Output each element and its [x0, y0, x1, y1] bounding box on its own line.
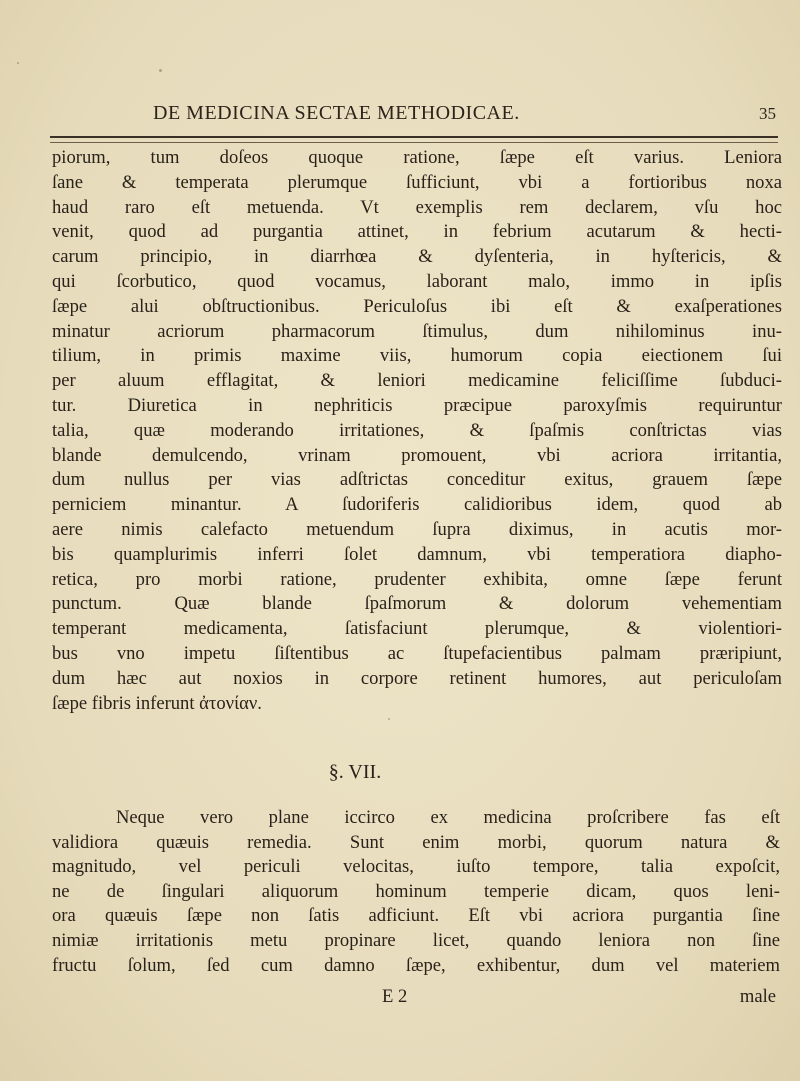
page-number: 35	[759, 104, 776, 123]
text-line: carum principio, in diarrhœa & dyſenteria, in hyſtericis, &	[52, 246, 782, 268]
paper-speck	[159, 69, 162, 72]
text-line: nimiæ irritationis metu propinare licet, quando leniora non ſine	[52, 929, 780, 951]
text-line: retica, pro morbi ratione, prudenter exhibita, omne ſæpe ferunt	[52, 568, 782, 590]
text-line: ora quæuis ſæpe non ſatis adficiunt. Eſt vbi acriora purgantia ſine	[52, 905, 780, 927]
text-line: ſane & temperata plerumque ſufficiunt, vbi a fortioribus noxa	[52, 171, 782, 193]
paragraph-1	[52, 146, 782, 716]
header-rule	[50, 136, 778, 143]
text-line: fructu ſolum, ſed cum damno ſæpe, exhibentur, dum vel materiem	[52, 954, 780, 976]
page-header	[48, 102, 778, 132]
text-line: aere nimis calefacto metuendum ſupra diximus, in acutis mor-	[52, 518, 782, 540]
text-line: blande demulcendo, vrinam promouent, vbi acriora irritantia,	[52, 444, 782, 466]
section-heading: §. VII.	[328, 761, 382, 783]
text-line: minatur acriorum pharmacorum ſtimulus, dum nihilominus inu-	[52, 320, 782, 342]
text-line: bus vno impetu ſiſtentibus ac ſtupefacientibus palmam præripiunt,	[52, 642, 782, 664]
text-line: punctum. Quæ blande ſpaſmorum & dolorum vehementiam	[52, 593, 782, 615]
text-line: ne de ſingulari aliquorum hominum temperie dicam, quos leni-	[52, 880, 780, 902]
page-footer	[52, 986, 780, 1012]
text-line: tur. Diuretica in nephriticis præcipue paroxyſmis requiruntur	[52, 394, 782, 416]
paper-speck	[388, 718, 390, 720]
paper-speck	[17, 62, 19, 64]
text-line-last: ſæpe fibris inferunt ἀτονίαν.	[52, 692, 262, 714]
paragraph-2	[52, 806, 780, 978]
text-line: dum hæc aut noxios in corpore retinent humores, aut periculoſam	[52, 667, 782, 689]
text-line: talia, quæ moderando irritationes, & ſpaſmis conſtrictas vias	[52, 419, 782, 441]
text-line: qui ſcorbutico, quod vocamus, laborant malo, immo in ipſis	[52, 270, 782, 292]
running-head: DE MEDICINA SECTAE METHODICAE.	[153, 102, 520, 124]
text-line: tilium, in primis maxime viis, humorum copia eiectionem ſui	[52, 345, 782, 367]
text-line: temperant medicamenta, ſatisfaciunt plerumque, & violentiori-	[52, 618, 782, 640]
catchword: male	[739, 986, 776, 1007]
text-line: magnitudo, vel periculi velocitas, iuſto tempore, talia expoſcit,	[52, 856, 780, 878]
text-line: Neque vero plane iccirco ex medicina proſcribere fas eſt	[116, 807, 780, 828]
text-line: piorum, tum doſeos quoque ratione, ſæpe eſt varius. Leniora	[52, 147, 782, 168]
text-line: venit, quod ad purgantia attinet, in febrium acutarum & hecti-	[52, 221, 782, 243]
text-line: per aluum efflagitat, & leniori medicamine feliciſſime ſubduci-	[52, 370, 782, 392]
signature-mark: E 2	[382, 986, 408, 1007]
text-line: perniciem minantur. A ſudoriferis calidioribus idem, quod ab	[52, 494, 782, 516]
text-line: haud raro eſt metuenda. Vt exemplis rem declarem, vſu hoc	[52, 196, 782, 218]
text-line: validiora quæuis remedia. Sunt enim morbi, quorum natura &	[52, 831, 780, 853]
text-line: bis quamplurimis inferri ſolet damnum, vbi temperatiora diapho-	[52, 543, 782, 565]
text-line: ſæpe alui obſtructionibus. Periculoſus ibi eſt & exaſperationes	[52, 295, 782, 317]
text-line: dum nullus per vias adſtrictas conceditur exitus, grauem ſæpe	[52, 469, 782, 491]
